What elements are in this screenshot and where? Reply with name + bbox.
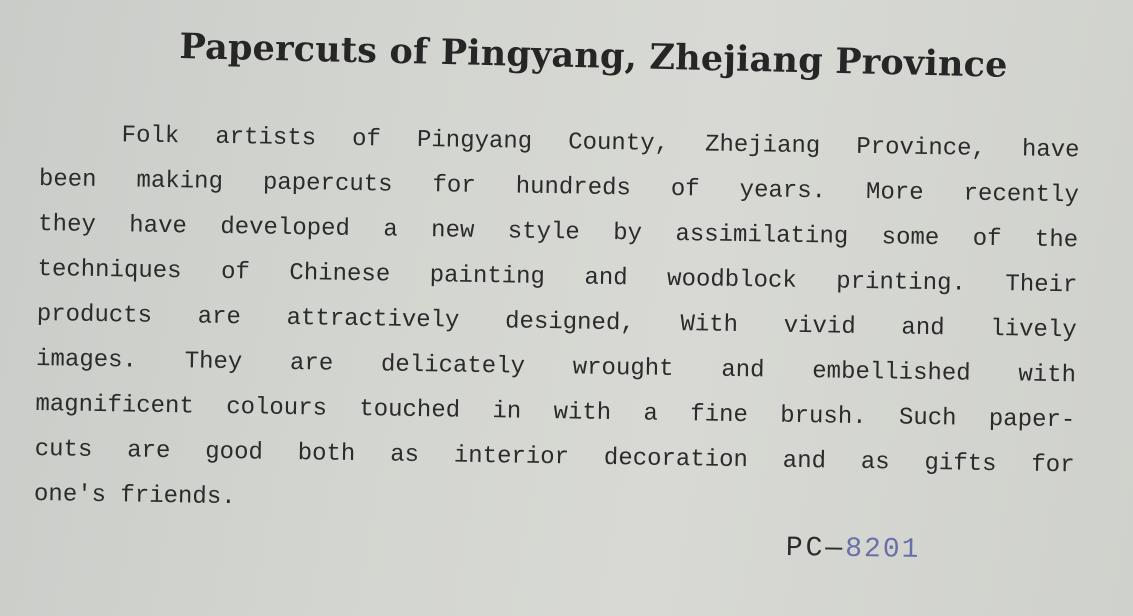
paragraph-line: been making papercuts for hundreds of years. More recently	[38, 165, 1080, 210]
catalog-code-number: 8201	[844, 533, 921, 566]
catalog-code-prefix: PC—	[785, 533, 846, 565]
paragraph-line: they have developed a new style by assimilating some of the	[38, 210, 1079, 255]
paragraph-line: products are attractively designed, With vivid and lively	[36, 300, 1077, 345]
document-title: Papercuts of Pingyang, Zhejiang Province	[179, 26, 1009, 86]
paragraph-line: images. They are delicately wrought and embellished with	[35, 345, 1077, 390]
paragraph-line: Folk artists of Pingyang County, Zhejiang Province, have	[121, 122, 1080, 165]
catalog-code	[786, 533, 921, 566]
paragraph-line: cuts are good both as interior decoration and as gifts for	[34, 435, 1075, 480]
body-paragraph	[34, 112, 1080, 533]
paragraph-line-last: one's friends.	[33, 480, 236, 512]
paragraph-line: magnificent colours touched in with a fine brush. Such paper-	[35, 390, 1076, 435]
paragraph-line: techniques of Chinese painting and woodblock printing. Their	[37, 255, 1078, 300]
